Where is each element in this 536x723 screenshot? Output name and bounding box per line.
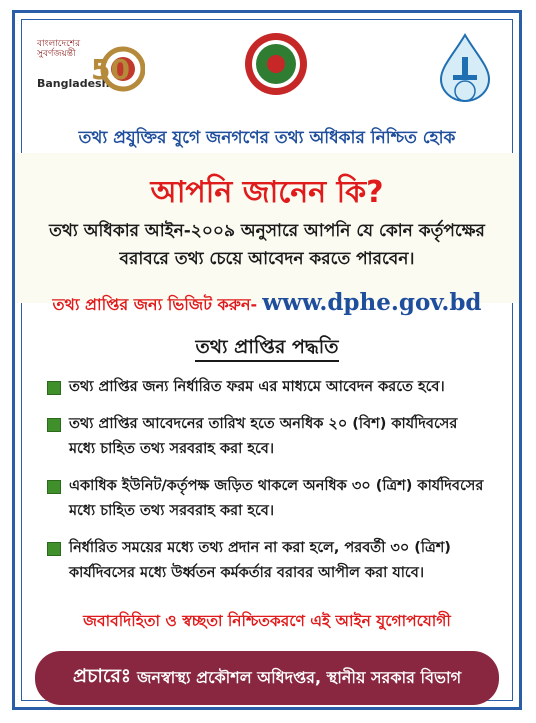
section-title bbox=[15, 333, 519, 365]
list-item-text: নির্ধারিত সময়ের মধ্যে তথ্য প্রদান না করা হলে, পরবর্তী ৩০ (ত্রিশ) কার্যদিবসের মধ্যে উর্ধ্বতন কর্মকর্তার বরাবর আপীল করা যাবে। bbox=[69, 540, 451, 581]
green-square-bullet-icon bbox=[47, 418, 61, 432]
tagline: তথ্য প্রযুক্তির যুগে জনগণের তথ্য অধিকার নিশ্চিত হোক bbox=[78, 128, 456, 148]
publisher-banner bbox=[35, 651, 499, 705]
green-square-bullet-icon bbox=[47, 542, 61, 556]
government-seal-icon bbox=[243, 31, 309, 97]
procedure-list bbox=[47, 375, 487, 598]
list-item bbox=[47, 412, 487, 462]
dphe-water-drop-icon bbox=[435, 31, 495, 103]
jubilee-number: 50 bbox=[91, 53, 130, 86]
poster-frame bbox=[12, 10, 522, 710]
headline: আপনি জানেন কি? bbox=[150, 175, 384, 210]
logo-row bbox=[15, 31, 519, 111]
list-item-text: একাধিক ইউনিট/কর্তৃপক্ষ জড়িত থাকলে অনধিক ৩০ (ত্রিশ) কার্যদিবসের মধ্যে চাহিত তথ্য সরবরাহ করা হবে। bbox=[69, 478, 484, 519]
footer-note: জবাবদিহিতা ও স্বচ্ছতা নিশ্চিতকরণে এই আইন যুগোপযোগী bbox=[83, 612, 451, 630]
section-title-text: তথ্য প্রাপ্তির পদ্ধতি bbox=[195, 336, 338, 362]
list-item-text: তথ্য প্রাপ্তির জন্য নির্ধারিত ফরম এর মাধ্যমে আবেদন করতে হবে। bbox=[69, 379, 445, 395]
jubilee-50-icon bbox=[89, 39, 145, 99]
visit-line bbox=[35, 289, 499, 319]
golden-jubilee-logo bbox=[37, 39, 147, 99]
jubilee-country: Bangladesh bbox=[37, 77, 110, 90]
banner-lead: প্রচারেঃ bbox=[72, 665, 132, 687]
description: তথ্য অধিকার আইন-২০০৯ অনুসারে আপনি যে কোন কর্তৃপক্ষের বরাবরে তথ্য চেয়ে আবেদন করতে পারবেন। bbox=[49, 221, 485, 269]
list-item bbox=[47, 474, 487, 524]
visit-label: তথ্য প্রাপ্তির জন্য ভিজিট করুন- bbox=[52, 295, 258, 314]
green-square-bullet-icon bbox=[47, 381, 61, 395]
list-item-text: তথ্য প্রাপ্তির আবেদনের তারিখ হতে অনধিক ২০ (বিশ) কার্যদিবসের মধ্যে চাহিত তথ্য সরবরাহ করা হবে। bbox=[69, 416, 458, 457]
jubilee-text: বাংলাদেশের সুবর্ণজয়ন্তী bbox=[37, 39, 81, 59]
banner-text: জনস্বাস্থ্য প্রকৌশল অধিদপ্তর, স্থানীয় সরকার বিভাগ bbox=[137, 667, 462, 687]
list-item bbox=[47, 375, 487, 400]
website-link[interactable]: www.dphe.gov.bd bbox=[262, 289, 482, 316]
green-square-bullet-icon bbox=[47, 480, 61, 494]
list-item bbox=[47, 536, 487, 586]
